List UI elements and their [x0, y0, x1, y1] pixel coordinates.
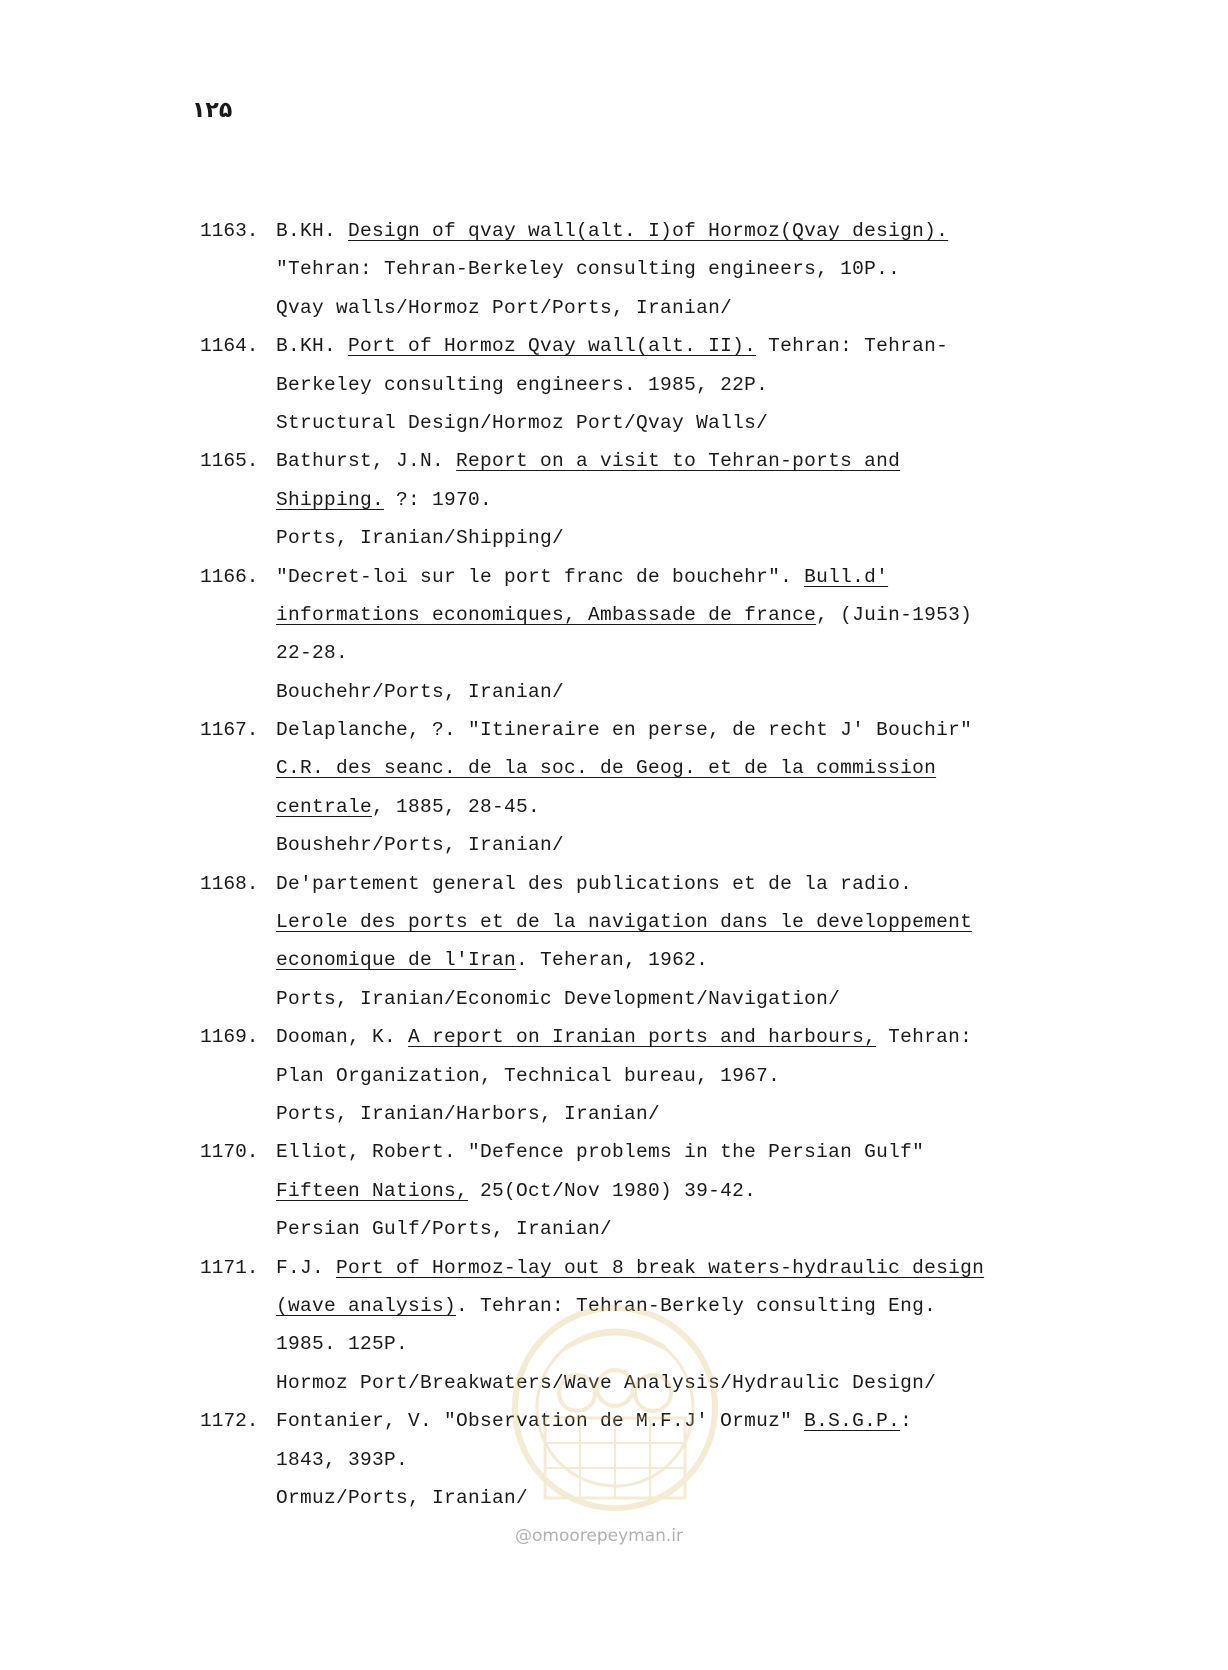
entry-line — [276, 711, 1030, 749]
entry-line — [276, 558, 1030, 596]
entry-text: Hormoz Port/Breakwaters/Wave Analysis/Hydraulic Design/ — [276, 1371, 937, 1394]
entry-line — [276, 1018, 1030, 1056]
entry-text: Delaplanche, ?. "Itineraire en perse, de recht J' Bouchir" — [276, 719, 973, 742]
entry-text: "Decret-loi sur le port franc de bouchehr". — [276, 565, 805, 588]
entry-number: 1171. — [200, 1256, 259, 1279]
entry-line — [276, 1057, 1030, 1095]
entry-title-text: A report on Iranian ports and harbours, — [408, 1026, 877, 1049]
entry-text: 1843, 393P. — [276, 1448, 409, 1471]
entry-text: Plan Organization, Technical bureau, 1967. — [276, 1064, 781, 1087]
entry-number: 1168. — [200, 872, 259, 895]
entry-number: 1164. — [200, 335, 259, 358]
entry-number: 1169. — [200, 1026, 259, 1049]
entry-text: 1985. 125P. — [276, 1333, 409, 1356]
entry-line — [276, 212, 1030, 250]
entry-line — [276, 941, 1030, 979]
entry-title-text: Design of qvay wall(alt. I)of Hormoz(Qvay design). — [348, 220, 949, 242]
entry-title-text: B.S.G.P. — [804, 1410, 901, 1433]
bibliography-entry — [200, 711, 1030, 865]
entry-line — [276, 596, 1030, 634]
entry-text: Berkeley consulting engineers. 1985, 22P. — [276, 373, 769, 396]
entry-title-text: Report on a visit to Tehran-ports and — [456, 450, 901, 473]
bibliography-entry — [200, 865, 1030, 1019]
entry-line — [276, 1249, 1030, 1287]
entry-number: 1166. — [200, 565, 259, 588]
entry-number: 1165. — [200, 450, 259, 473]
entry-text: . Teheran, 1962. — [516, 949, 709, 972]
entry-text: Elliot, Robert. "Defence problems in the Persian Gulf" — [276, 1141, 925, 1164]
entry-text: De'partement general des publications et de la radio. — [276, 872, 913, 895]
entry-line — [276, 250, 1030, 288]
entry-line — [276, 634, 1030, 672]
entry-line — [276, 404, 1030, 442]
entry-text: Dooman, K. — [276, 1026, 409, 1049]
watermark-credit: @omoorepeyman.ir — [515, 1526, 684, 1546]
entry-text: Ports, Iranian/Shipping/ — [276, 527, 565, 550]
entry-title-text: (wave analysis) — [276, 1294, 457, 1317]
entry-text: Tehran: — [876, 1026, 973, 1049]
entry-number: 1163. — [200, 220, 259, 242]
entry-text: B.KH. — [276, 335, 349, 358]
bibliography-entry — [200, 558, 1030, 712]
page-number: ١٢۵ — [192, 98, 233, 123]
entry-line — [276, 903, 1030, 941]
bibliography-entry — [200, 442, 1030, 557]
entry-title-text: Bull.d' — [804, 565, 889, 588]
entry-number: 1167. — [200, 719, 259, 742]
bibliography-entry — [200, 1133, 1030, 1248]
entry-text: 25(Oct/Nov 1980) 39-42. — [468, 1179, 757, 1202]
entry-line — [276, 1172, 1030, 1210]
bibliography-entry — [200, 1018, 1030, 1133]
entry-text: : — [900, 1410, 913, 1433]
entry-title-text: centrale — [276, 795, 373, 818]
entry-line — [276, 1133, 1030, 1171]
entry-line — [276, 327, 1030, 365]
bibliography-entry — [200, 327, 1030, 442]
entry-text: , 1885, 28-45. — [372, 795, 541, 818]
bibliography-entry — [200, 212, 1030, 327]
entry-title-text: Port of Hormoz-lay out 8 break waters-hydraulic design — [336, 1256, 985, 1279]
entry-line — [276, 788, 1030, 826]
entry-text: Qvay walls/Hormoz Port/Ports, Iranian/ — [276, 296, 733, 319]
entry-line — [276, 1210, 1030, 1248]
entry-line — [276, 481, 1030, 519]
entry-title-text: Fifteen Nations, — [276, 1179, 469, 1202]
entry-text: Fontanier, V. "Observation de M.F.J' Ormuz" — [276, 1410, 805, 1433]
entry-number: 1170. — [200, 1141, 259, 1164]
entry-text: Structural Design/Hormoz Port/Qvay Walls/ — [276, 411, 769, 434]
entry-text: ?: 1970. — [384, 488, 493, 511]
entry-text: Tehran: Tehran- — [756, 335, 949, 358]
entry-line — [276, 673, 1030, 711]
entry-text: Ports, Iranian/Economic Development/Navigation/ — [276, 987, 841, 1010]
entry-line — [276, 826, 1030, 864]
entry-line — [276, 865, 1030, 903]
entry-title-text: Lerole des ports et de la navigation dans le developpement — [276, 911, 973, 934]
entry-text: Bathurst, J.N. — [276, 450, 457, 473]
entry-title-text: Shipping. — [276, 488, 385, 511]
entry-text: Boushehr/Ports, Iranian/ — [276, 834, 565, 857]
entry-line — [276, 289, 1030, 327]
entry-title-text: informations economiques, Ambassade de france — [276, 603, 817, 626]
entry-text: Ormuz/Ports, Iranian/ — [276, 1486, 529, 1509]
entry-title-text: C.R. des seanc. de la soc. de Geog. et de la commission — [276, 757, 937, 780]
entry-line — [276, 1095, 1030, 1133]
entry-text: Bouchehr/Ports, Iranian/ — [276, 680, 565, 703]
entry-title-text: economique de l'Iran — [276, 949, 517, 972]
entry-text: , (Juin-1953) — [816, 603, 973, 626]
entry-line — [276, 980, 1030, 1018]
entry-text: 22-28. — [276, 642, 349, 665]
entry-title-text: Port of Hormoz Qvay wall(alt. II). — [348, 335, 757, 358]
entry-text: F.J. — [276, 1256, 337, 1279]
entry-text: . Tehran: Tehran-Berkely consulting Eng. — [456, 1294, 937, 1317]
entry-line — [276, 519, 1030, 557]
entry-text: B.KH. — [276, 220, 349, 242]
entry-line — [276, 749, 1030, 787]
watermark-seal-logo — [505, 1298, 725, 1518]
entry-line — [276, 442, 1030, 480]
entry-text: Persian Gulf/Ports, Iranian/ — [276, 1218, 613, 1241]
entry-number: 1172. — [200, 1410, 259, 1433]
entry-text: Ports, Iranian/Harbors, Iranian/ — [276, 1102, 661, 1125]
entry-line — [276, 366, 1030, 404]
entry-text: "Tehran: Tehran-Berkeley consulting engineers, 10P.. — [276, 258, 901, 281]
